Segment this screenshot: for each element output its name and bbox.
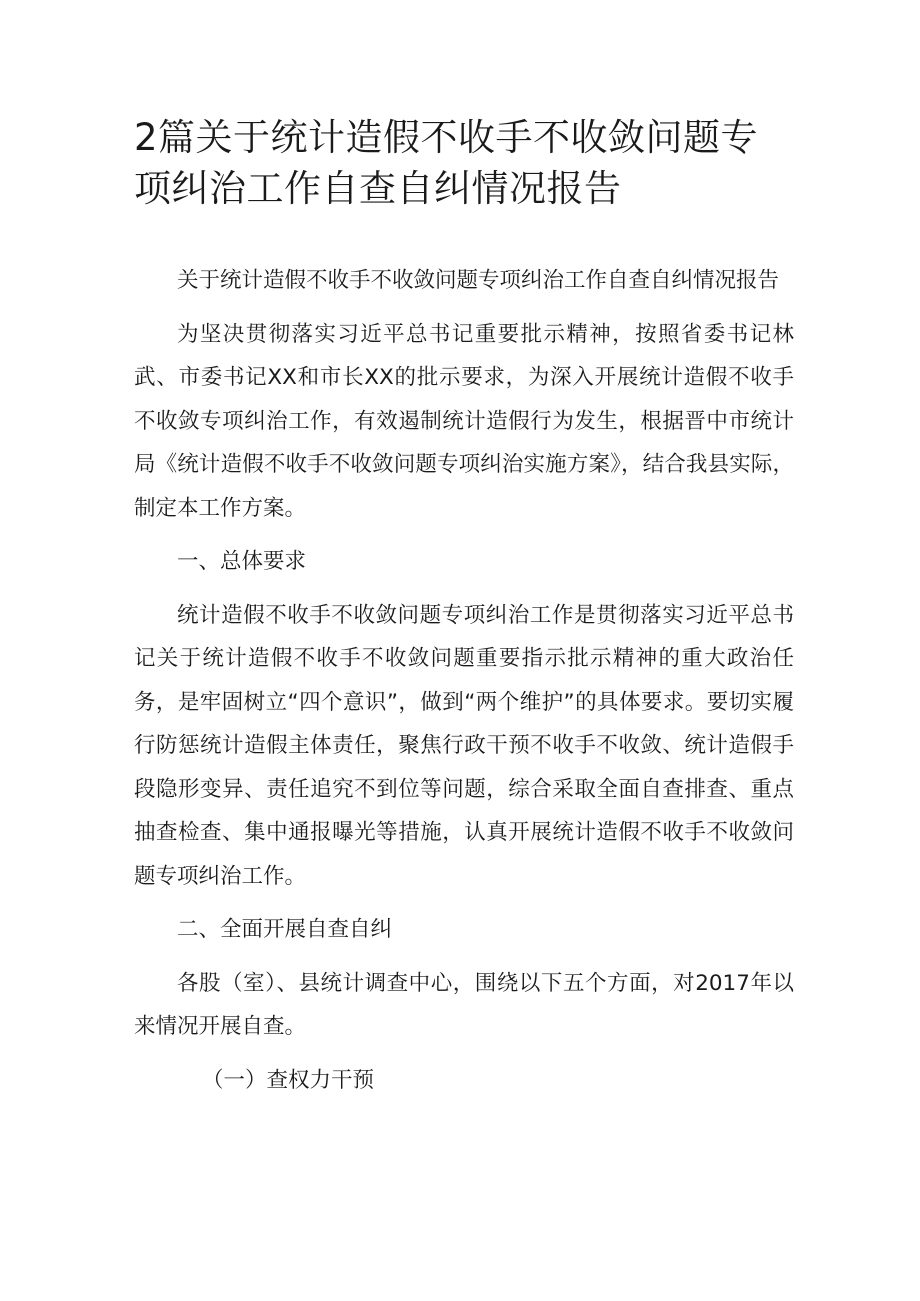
general-requirements-paragraph: 统计造假不收手不收敛问题专项纠治工作是贯彻落实习近平总书记关于统计造假不收手不收敛问题重要指示批示精神的重大政治任务，是牢固树立“四个意识”，做到“两个维护”的具体要求。要切实履行防惩统计造假主体责任，聚焦行政干预不收手不收敛、统计造假手段隐形变异、责任追究不到位等问题，综合采取全面自查排查、重点抽查检查、集中通报曝光等措施，认真开展统计造假不收手不收敛问题专项纠治工作。 [134,602,794,889]
intro-paragraph: 为坚决贯彻落实习近平总书记重要批示精神，按照省委书记林武、市委书记XX和市长XX的批示要求，为深入开展统计造假不收手不收敛专项纠治工作，有效遏制统计造假行为发生，根据晋中市统计局《统计造假不收手不收敛问题专项纠治实施方案》，结合我县实际，制定本工作方案。 [134,321,794,521]
document-title: 2篇关于统计造假不收手不收敛问题专项纠治工作自查自纠情况报告 [134,116,759,210]
section-heading-general-requirements: 一、总体要求 [177,549,307,574]
document-body [134,259,794,1102]
section-heading-self-inspection: 二、全面开展自查自纠 [177,917,393,942]
self-inspection-paragraph: 各股（室）、县统计调查中心，围绕以下五个方面，对2017年以来情况开展自查。 [134,970,794,1039]
report-heading-paragraph: 关于统计造假不收手不收敛问题专项纠治工作自查自纠情况报告 [177,268,780,293]
subsection-heading-power-interference: （一）查权力干预 [202,1067,375,1093]
